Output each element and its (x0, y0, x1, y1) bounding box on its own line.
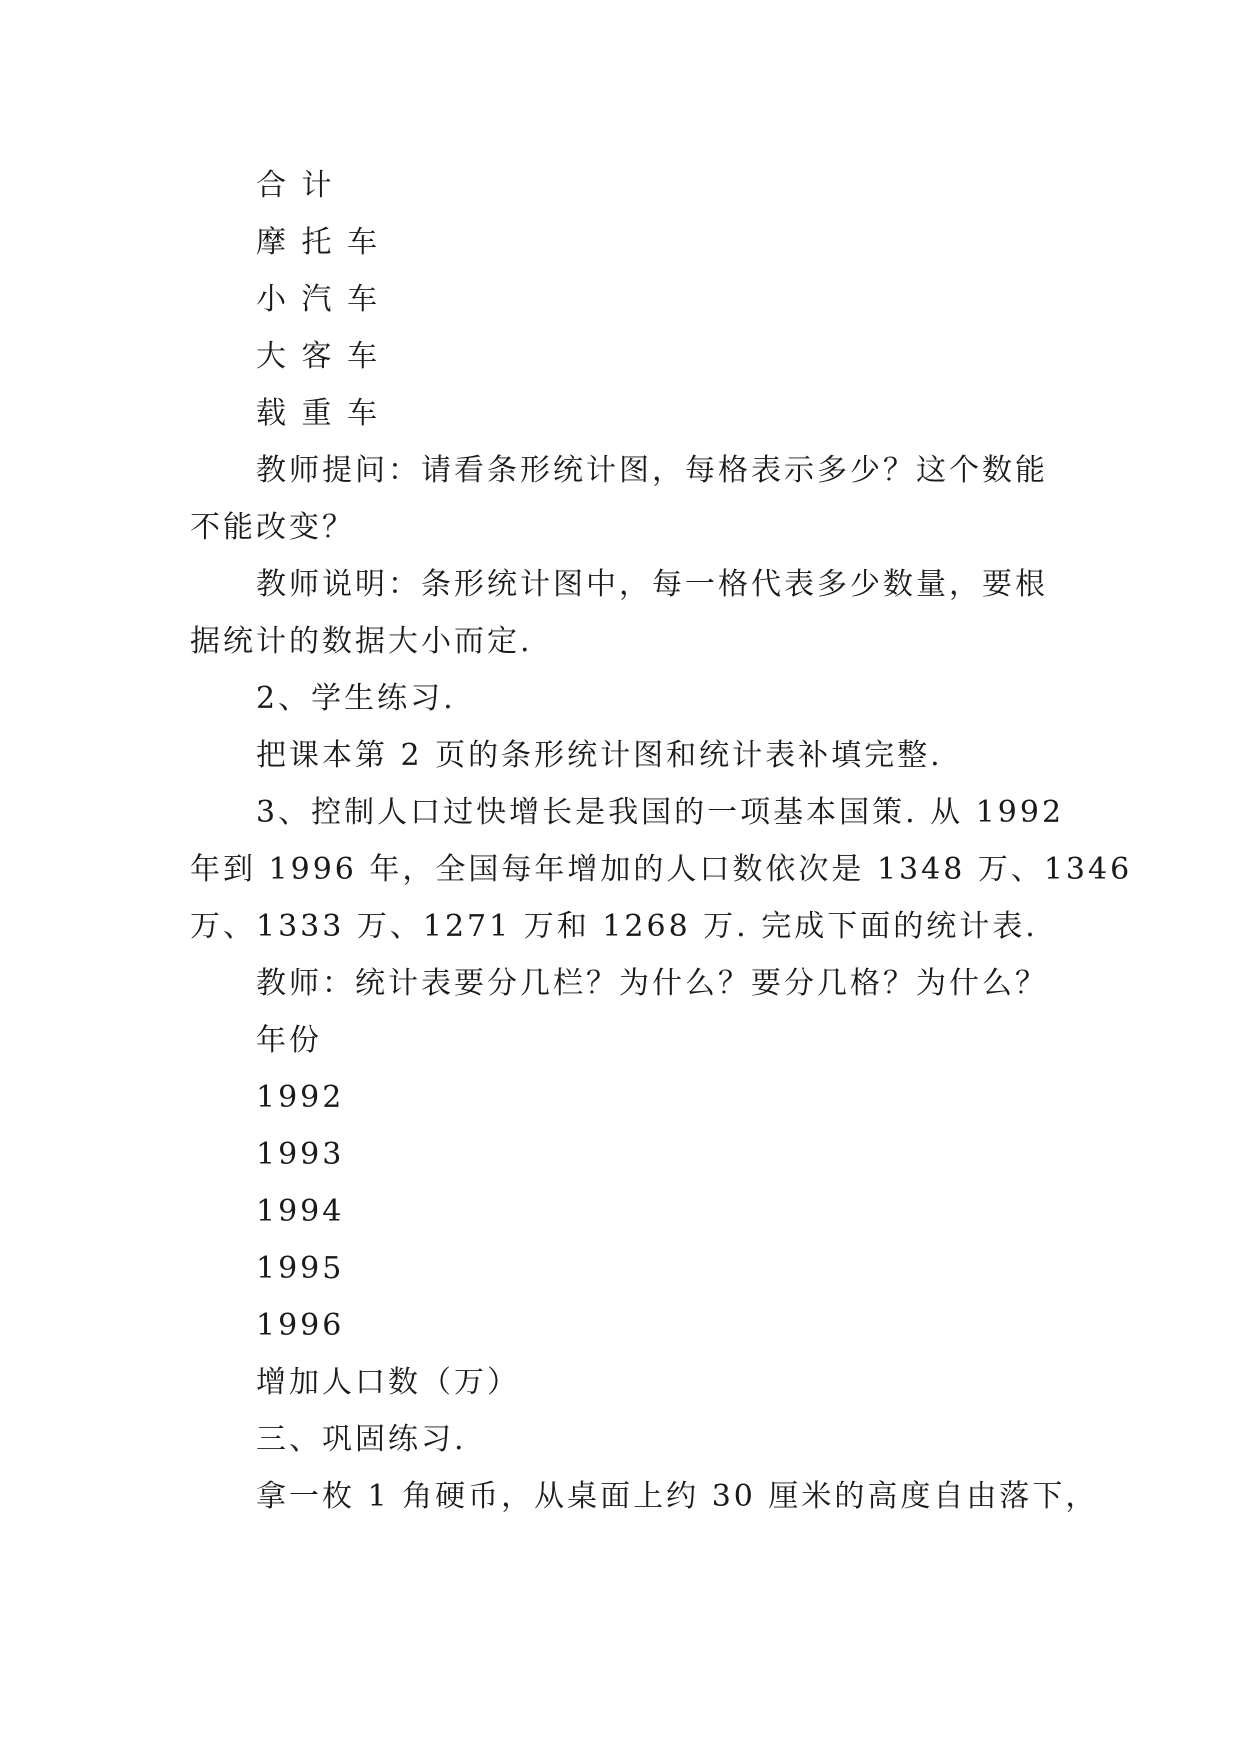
table-row-label-truck: 载 重 车 (256, 396, 381, 431)
section-heading-consolidation-practice: 三、巩固练习. (256, 1422, 467, 1457)
table-row-label-total: 合 计 (256, 168, 335, 203)
table-cell-year: 1993 (256, 1137, 345, 1172)
table-row-label-motorcycle: 摩 托 车 (256, 225, 381, 260)
paragraph-population-line-2: 年到 1996 年，全国每年增加的人口数依次是 1348 万、1346 (190, 852, 1133, 887)
paragraph-teacher-explanation-line-2: 据统计的数据大小而定. (190, 624, 533, 659)
paragraph-population-line-1: 3、控制人口过快增长是我国的一项基本国策. 从 1992 (256, 795, 1065, 830)
table-cell-year: 1996 (256, 1308, 345, 1343)
table-row-label-bus: 大 客 车 (256, 339, 381, 374)
table-header-population-increase: 增加人口数（万） (256, 1365, 520, 1400)
table-cell-year: 1992 (256, 1080, 345, 1115)
paragraph-teacher-explanation-line-1: 教师说明：条形统计图中，每一格代表多少数量，要根 (256, 567, 1048, 602)
paragraph-coin-experiment: 拿一枚 1 角硬币，从桌面上约 30 厘米的高度自由落下， (256, 1479, 1099, 1514)
paragraph-population-line-3: 万、1333 万、1271 万和 1268 万. 完成下面的统计表. (190, 909, 1038, 944)
table-cell-year: 1994 (256, 1194, 345, 1229)
paragraph-teacher-question-line-2: 不能改变？ (190, 510, 355, 545)
table-header-year: 年份 (256, 1023, 322, 1058)
paragraph-teacher-table-question: 教师：统计表要分几栏？为什么？要分几格？为什么？ (256, 966, 1048, 1001)
section-heading-student-practice: 2、学生练习. (256, 681, 456, 716)
paragraph-fill-in-task: 把课本第 2 页的条形统计图和统计表补填完整. (256, 738, 943, 773)
table-cell-year: 1995 (256, 1251, 345, 1286)
paragraph-teacher-question-line-1: 教师提问：请看条形统计图，每格表示多少？这个数能 (256, 453, 1048, 488)
table-row-label-car: 小 汽 车 (256, 282, 381, 317)
